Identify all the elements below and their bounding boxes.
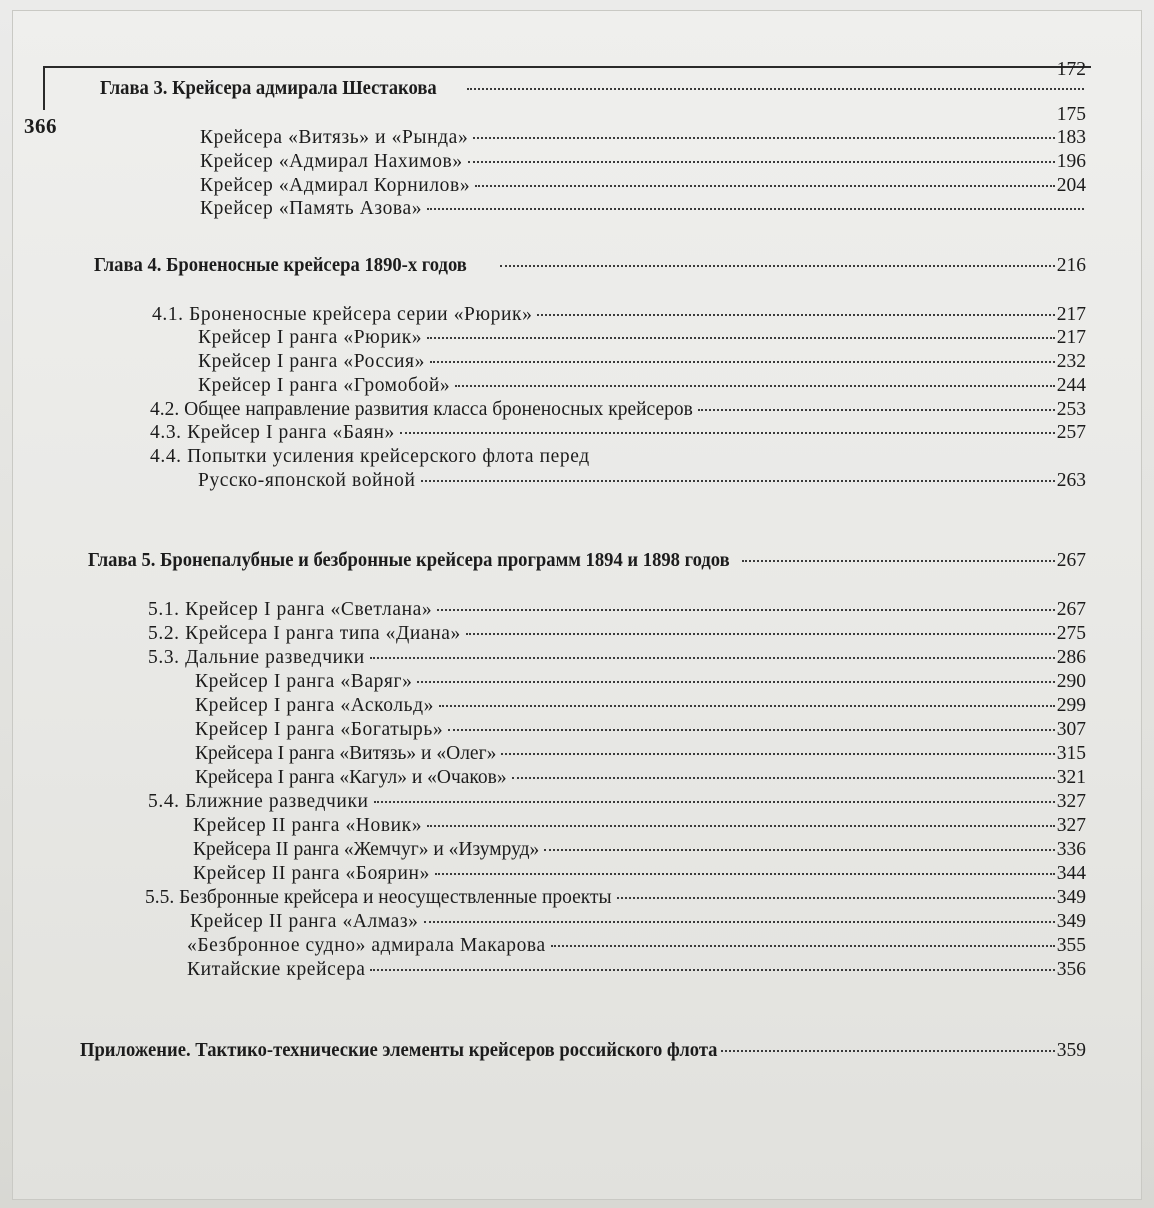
toc-entry[interactable]: Крейсер I ранга «Рюрик» 217 <box>198 327 1086 348</box>
toc-entry[interactable]: Крейсер «Адмирал Корнилов» 204 <box>200 175 1086 196</box>
toc-entry[interactable]: Крейсер I ранга «Россия» 232 <box>198 351 1086 372</box>
toc-entry[interactable]: Крейсера «Витязь» и «Рында» 183 <box>200 127 1086 148</box>
toc-entry[interactable]: 5.3. Дальние разведчики 286 <box>148 647 1086 668</box>
toc-entry[interactable]: Крейсер I ранга «Богатырь» 307 <box>195 719 1086 740</box>
toc-entry[interactable]: Крейсер I ранга «Варяг» 290 <box>195 671 1086 692</box>
toc-entry[interactable]: Крейсер «Адмирал Нахимов» 196 <box>200 151 1086 172</box>
toc-entry[interactable]: Русско-японской войной 263 <box>198 470 1086 491</box>
toc-entry[interactable]: Крейсера II ранга «Жемчуг» и «Изумруд» 336 <box>193 839 1086 860</box>
toc-entry[interactable]: Крейсер II ранга «Боярин» 344 <box>193 863 1086 884</box>
toc-entry[interactable]: 5.5. Безбронные крейсера и неосуществленные проекты 349 <box>145 887 1086 908</box>
toc-entry[interactable]: Крейсер II ранга «Алмаз» 349 <box>190 911 1086 932</box>
appendix-title: Приложение. Тактико-технические элементы крейсеров российского флота <box>80 1039 718 1061</box>
toc-entry[interactable]: Крейсер I ранга «Громобой» 244 <box>198 375 1086 396</box>
toc-entry[interactable]: 5.2. Крейсера I ранга типа «Диана» 275 <box>148 623 1086 644</box>
toc-appendix[interactable]: Приложение. Тактико-технические элементы крейсеров российского флота 359 <box>80 1039 1086 1061</box>
toc-entry[interactable]: 4.1. Броненосные крейсера серии «Рюрик» 217 <box>152 304 1086 325</box>
toc-entry[interactable]: 4.2. Общее направление развития класса броненосных крейсеров 253 <box>150 399 1086 420</box>
toc-entry[interactable]: Крейсера I ранга «Витязь» и «Олег» 315 <box>195 743 1086 764</box>
toc-entry[interactable]: Крейсер «Память Азова» <box>200 197 1086 221</box>
chapter-title: Глава 5. Бронепалубные и безбронные крейсера программ 1894 и 1898 годов <box>88 549 730 571</box>
toc-entry[interactable]: 4.3. Крейсер I ранга «Баян» 257 <box>150 422 1086 443</box>
toc-chapter-3-page: 175 <box>1056 104 1086 125</box>
toc-page-top: 172 <box>1056 59 1086 80</box>
toc-chapter-4[interactable]: Глава 4. Броненосные крейсера 1890-х годов 216 <box>94 254 1086 276</box>
chapter-title: Глава 4. Броненосные крейсера 1890-х годов <box>94 254 467 276</box>
toc-entry[interactable]: Крейсер I ранга «Аскольд» 299 <box>195 695 1086 716</box>
toc-chapter-5[interactable]: Глава 5. Бронепалубные и безбронные крейсера программ 1894 и 1898 годов 267 <box>88 549 1086 571</box>
toc-entry[interactable]: 5.4. Ближние разведчики 327 <box>148 791 1086 812</box>
toc-entry[interactable]: Крейсер II ранга «Новик» 327 <box>193 815 1086 836</box>
toc-entry[interactable]: «Безбронное судно» адмирала Макарова 355 <box>187 935 1086 956</box>
toc-entry[interactable]: Крейсера I ранга «Кагул» и «Очаков» 321 <box>195 767 1086 788</box>
toc-entry[interactable]: 5.1. Крейсер I ранга «Светлана» 267 <box>148 599 1086 620</box>
toc-chapter-3[interactable] <box>100 76 1086 100</box>
toc-entry-line1[interactable]: 4.4. Попытки усиления крейсерского флота перед <box>150 446 590 467</box>
page-number: 366 <box>24 114 57 138</box>
toc-entry[interactable]: Китайские крейсера 356 <box>187 959 1086 980</box>
leader-dots <box>467 88 1084 90</box>
chapter-title: Глава 3. Крейсера адмирала Шестакова <box>100 77 437 99</box>
